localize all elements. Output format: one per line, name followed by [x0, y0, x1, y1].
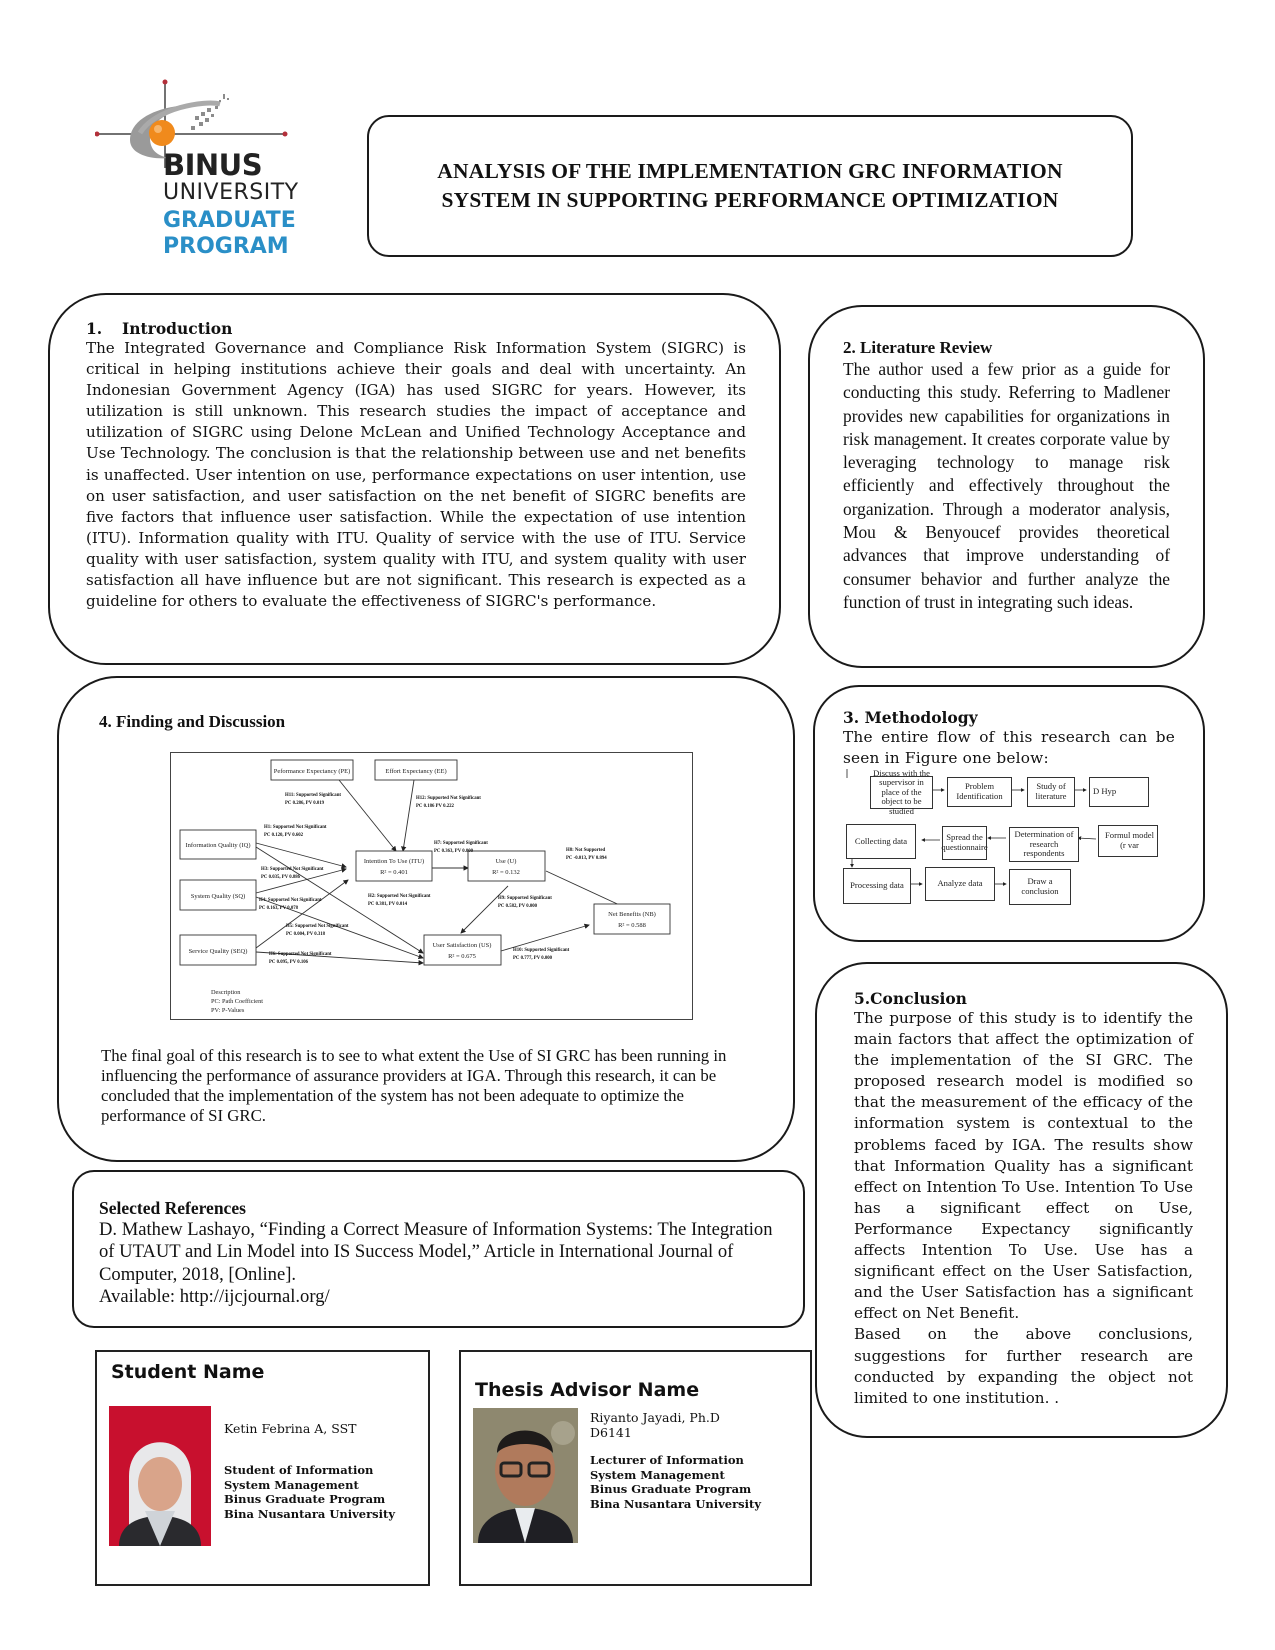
findings-body: The final goal of this research is to see to what extent the Use of SI GRC has been running in influencing the performance of assurance providers at IGA. Through this research, it can be concluded that the implementation of the system has not been adequate to optimize the performance of SI GRC. [101, 1046, 727, 1125]
path-h8-value: PC -0.013, PV 0.894 [566, 856, 607, 861]
node-u-r2: R² = 0.132 [492, 869, 520, 876]
node-itu-r2: R² = 0.401 [380, 869, 408, 876]
reference-entry: D. Mathew Lashayo, “Finding a Correct Measure of Information Systems: The Integration of UTAUT and Lin Model into IS Success Model,” Article in International Journal of Computer, 2018, [Online]. [99, 1219, 773, 1285]
advisor-role-line: Lecturer of Information [590, 1453, 744, 1467]
advisor-name: Riyanto Jayadi, Ph.D [590, 1410, 720, 1425]
poster-title-box [367, 115, 1133, 257]
node-sq: System Quality (SQ) [190, 893, 246, 900]
path-h11-value: PC 0.286, PV 0.019 [285, 801, 325, 806]
poster-title-line-1: ANALYSIS OF THE IMPLEMENTATION GRC INFORMATION [437, 159, 1063, 183]
flow-step-analyze-data: Analyze data [925, 867, 995, 901]
node-nb-box [594, 904, 670, 934]
flow-step-draw-conclusion: Draw a conclusion [1009, 869, 1071, 905]
flow-step-hypothesis: D Hyp [1089, 777, 1149, 807]
edge-ee-itu [403, 780, 414, 851]
findings-heading: 4. Finding and Discussion [99, 712, 286, 731]
node-u: Use (U) [495, 858, 517, 865]
path-h3-value: PC 0.035, PV 0.886 [261, 875, 301, 880]
path-h9-value: PC 0.582, PV 0.000 [498, 904, 538, 909]
introduction-body: The Integrated Governance and Compliance Risk Information System (SIGRC) is critical in helping institutions achieve their goals and deal with uncertainty. An Indonesian Government Agency (IGA) has used SIGRC for years. However, its utilization is still unknown. This research studies the impact of acceptance and utilization of SIGRC using Delone McLean and Unified Technology Acceptance and Use Technology. The conclusion is that the relationship between use and net benefits is unaffected. User intention on use, performance expectations on user intention, use on user satisfaction, and user satisfaction on the net benefit of SIGRC benefits are five factors that influence user satisfaction. While the expectation of use intention (ITU). Information quality with ITU. Quality of service with the use of ITU. Service quality with user satisfaction, system quality with ITU, and system quality with user satisfaction all have influence but are not significant. This research is expected as a guideline for others to evaluate the effectiveness of SIGRC's performance. [86, 339, 746, 611]
node-pe: Peformance Expectancy (PE) [273, 768, 351, 775]
path-h4-label: H4: Supported Not Significant [259, 898, 322, 903]
methodology-heading: 3. Methodology [843, 708, 978, 727]
methodology-body: The entire flow of this research can be seen in Figure one below: [843, 728, 1175, 767]
path-h5-value: PC 0.004, PV 0.318 [286, 932, 326, 937]
path-h1-value: PC 0.120, PV 0.602 [264, 833, 304, 838]
flow-step-discuss: Discuss with the supervisor in place of the object to be studied [870, 776, 933, 809]
advisor-photo [473, 1408, 578, 1543]
student-role-line: Binus Graduate Program [224, 1492, 386, 1506]
edge-sq-itu [256, 869, 346, 893]
node-ee: Effort Expectancy (EE) [385, 768, 447, 775]
student-role [224, 1463, 395, 1521]
flow-step-determine-respondents: Determination of research respondents [1009, 827, 1079, 862]
path-h10-label: H10: Supported Significant [513, 948, 570, 953]
node-nb-r2: R² = 0.588 [618, 922, 646, 929]
logo-program-text: PROGRAM [163, 234, 289, 259]
edge-seq-itu [256, 880, 348, 948]
literature-review-body: The author used a few prior as a guide for conducting this study. Referring to Madlener provides new capabilities for organizations in risk management. It creates corporate value by leveraging technology to manage risk efficiently and effectively throughout the organization. Through a moderator analysis, Mou & Benyoucef provides theoretical advances that improve understanding of consumer behavior and further analyze the function of trust in integrating such ideas. [843, 359, 1170, 612]
flow-step-formulate-model: Formul model (r var [1098, 825, 1158, 857]
path-h6-value: PC 0.095, PV 0.106 [269, 960, 309, 965]
logo-graduate-text: GRADUATE [163, 208, 296, 233]
advisor-card [459, 1350, 812, 1586]
conclusion-body: The purpose of this study is to identify the main factors that affect the optimization of the implementation of the SI GRC. The proposed research model is modified so that the measurement of the efficacy of the information system is contextual to the problems faced by IGA. The results show that Information Quality has a significant effect on Intention To Use. Intention To Use has a significant effect on Use, Performance Expectancy significantly affects Intention To Use. Use has a significant effect on the User Satisfaction, and the User Satisfaction has a significant effect on Net Benefit. [854, 1009, 1193, 1323]
reference-available-link[interactable]: Available: http://ijcjournal.org/ [99, 1286, 330, 1308]
path-h5-label: H5: Supported Not Significant [286, 924, 349, 929]
student-card-title: Student Name [111, 1361, 265, 1383]
student-card [95, 1350, 430, 1586]
introduction-heading-text: Introduction [122, 319, 233, 338]
path-h2-label: H2: Supported Not Significant [368, 894, 431, 899]
conclusion-body-suggestions: Based on the above conclusions, suggestions for further research are conducted by expanding the object not limited to one institution. . [854, 1325, 1193, 1407]
path-h7-value: PC 0.363, PV 0.000 [434, 849, 474, 854]
research-model-diagram [170, 752, 693, 1020]
advisor-role-line: Binus Graduate Program [590, 1482, 752, 1496]
edge-u-nb [546, 871, 626, 908]
edge-u-us [461, 886, 508, 933]
conclusion-heading: 5.Conclusion [854, 989, 967, 1008]
path-h6-label: H6: Supported Not Significant [269, 952, 332, 957]
logo-university-text: UNIVERSITY [163, 180, 299, 205]
advisor-role-line: Bina Nusantara University [590, 1496, 761, 1511]
advisor-id: D6141 [590, 1425, 632, 1440]
legend-title: Description [211, 989, 241, 996]
path-h12-value: PC 0.186 PV 0.222 [416, 804, 454, 809]
node-seq: Service Quality (SEQ) [188, 948, 248, 955]
node-us-r2: R² = 0.675 [448, 953, 476, 960]
path-h4-value: PC 0.163, PV 0.078 [259, 906, 299, 911]
student-role-line: System Management [224, 1477, 359, 1492]
legend-pc: PC: Path Coefficient [211, 998, 264, 1005]
path-h10-value: PC 0.777, PV 0.000 [513, 956, 553, 961]
path-h7-label: H7: Supported Significant [434, 841, 488, 846]
path-h2-value: PC 0.381, PV 0.014 [368, 902, 408, 907]
path-h8-label: H8: Not Supported [566, 848, 606, 853]
methodology-flowchart [838, 768, 1176, 918]
references-heading: Selected References [99, 1198, 246, 1218]
node-iq: Information Quality (IQ) [185, 842, 251, 849]
edge-pe-itu [339, 780, 396, 851]
literature-review-section [808, 305, 1205, 668]
path-h12-label: H12: Supported Not Significant [416, 796, 481, 801]
advisor-role-line: System Management [590, 1467, 725, 1482]
node-itu: Intention To Use (ITU) [363, 858, 425, 865]
introduction-number: 1. [86, 319, 103, 338]
literature-review-heading: 2. Literature Review [843, 338, 993, 357]
binus-logo [95, 78, 315, 258]
poster-title-line-2: SYSTEM IN SUPPORTING PERFORMANCE OPTIMIZATION [441, 188, 1059, 212]
logo-binus-text: BINUS [163, 148, 263, 182]
poster-title [437, 157, 1062, 215]
flow-step-problem-identification: Problem Identification [947, 777, 1012, 807]
node-us-box [424, 935, 501, 965]
student-name: Ketin Febrina A, SST [224, 1421, 357, 1436]
introduction-section [48, 293, 781, 665]
advisor-card-title: Thesis Advisor Name [475, 1379, 700, 1401]
flow-step-spread-questionnaire: Spread the questionnaire [942, 826, 987, 860]
flow-step-processing-data: Processing data [843, 868, 911, 904]
path-h3-label: H3: Supported Not Significant [261, 867, 324, 872]
path-h11-label: H11: Supported Significant [285, 793, 341, 798]
legend-pv: PV: P-Values [211, 1007, 245, 1014]
flow-step-collecting-data: Collecting data [846, 824, 916, 859]
node-u-box [468, 851, 545, 881]
flow-step-study-literature: Study of literature [1027, 777, 1075, 807]
introduction-heading [86, 319, 746, 338]
path-h1-label: H1: Supported Not Significant [264, 825, 327, 830]
node-us: User Satisfaction (US) [432, 942, 492, 949]
advisor-role [590, 1453, 761, 1511]
references-section [72, 1170, 805, 1328]
node-nb: Net Benefits (NB) [608, 911, 656, 918]
student-role-line: Student of Information [224, 1463, 374, 1477]
student-photo [109, 1406, 211, 1546]
edge-iq-itu [256, 843, 346, 867]
node-itu-box [356, 851, 432, 881]
conclusion-section [815, 962, 1228, 1438]
student-role-line: Bina Nusantara University [224, 1506, 395, 1521]
path-h9-label: H9: Supported Significant [498, 896, 552, 901]
